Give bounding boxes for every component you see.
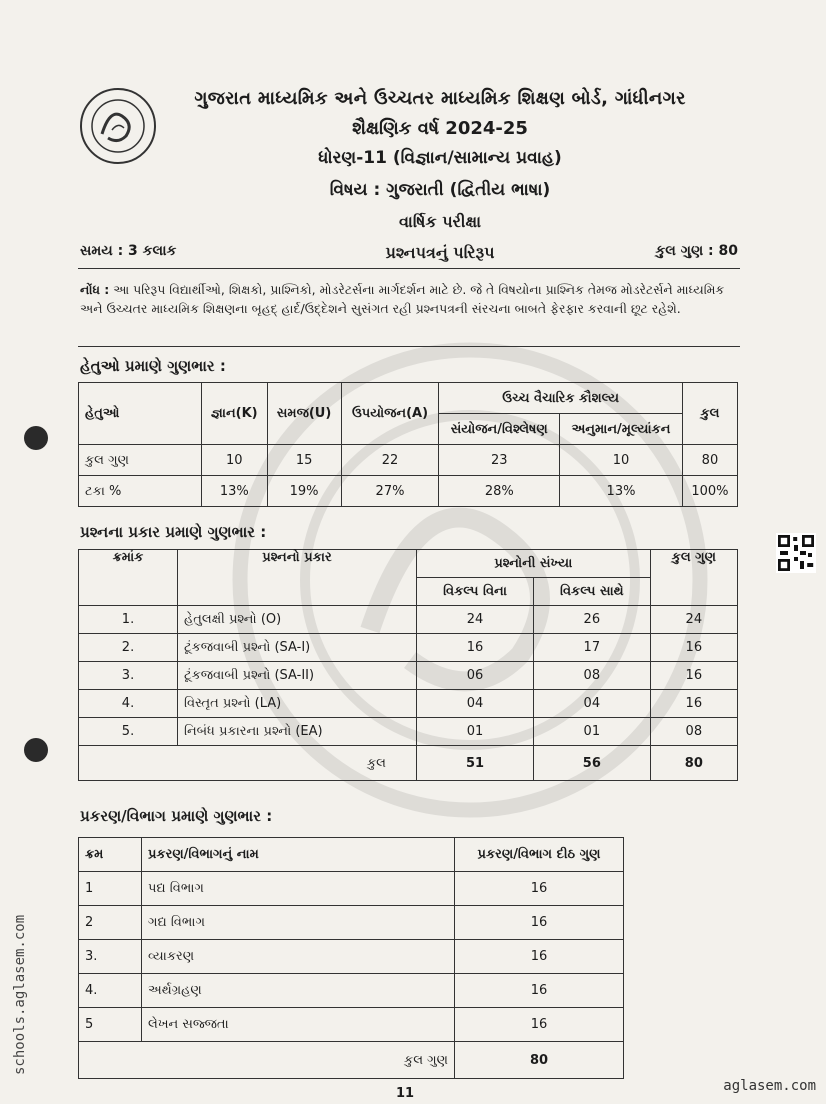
cell: 10	[202, 445, 268, 476]
cell: 2.	[79, 634, 178, 662]
col-hots: ઉચ્ચ વૈચારિક કૌશલ્ય	[439, 383, 682, 414]
cell: 51	[417, 746, 534, 781]
cell: ગદ્ય વિભાગ	[142, 906, 455, 940]
table-row	[79, 906, 624, 940]
divider	[78, 346, 740, 347]
cell: 27%	[341, 476, 439, 507]
cell: 19%	[267, 476, 341, 507]
col-with-choice: વિકલ્પ સાથે	[534, 578, 651, 606]
footer-url: aglasem.com	[723, 1078, 816, 1094]
cell: 4.	[79, 690, 178, 718]
table-total-row	[79, 1042, 624, 1079]
col-question-type: પ્રશ્નનો પ્રકાર	[178, 550, 417, 606]
cell: 24	[417, 606, 534, 634]
standard-heading: ધોરણ-11 (વિજ્ઞાન/સામાન્ય પ્રવાહ)	[318, 148, 562, 168]
col-marks: કુલ ગુણ	[650, 550, 737, 606]
cell: 23	[439, 445, 560, 476]
punch-hole	[24, 738, 48, 762]
total-label: કુલ	[79, 746, 417, 781]
cell: 13%	[202, 476, 268, 507]
row-label: કુલ ગુણ	[79, 445, 202, 476]
cell: 5.	[79, 718, 178, 746]
table-row	[79, 445, 738, 476]
cell: 01	[534, 718, 651, 746]
cell: ટૂંકજવાબી પ્રશ્નો (SA-II)	[178, 662, 417, 690]
side-watermark-url: schools.aglasem.com	[12, 914, 28, 1075]
question-types-section-title: પ્રશ્નના પ્રકાર પ્રમાણે ગુણભાર :	[80, 523, 267, 541]
cell: 1	[79, 872, 142, 906]
cell: 16	[455, 872, 624, 906]
objectives-table	[78, 382, 738, 507]
cell: 24	[650, 606, 737, 634]
table-row	[79, 940, 624, 974]
cell: નિબંધ પ્રકારના પ્રશ્નો (EA)	[178, 718, 417, 746]
table-row	[79, 1008, 624, 1042]
note-label: નોંધ :	[80, 282, 110, 297]
cell: 08	[534, 662, 651, 690]
col-synthesis: સંયોજન/વિશ્લેષણ	[439, 414, 560, 445]
cell: 16	[650, 634, 737, 662]
cell: 28%	[439, 476, 560, 507]
cell: પદ્ય વિભાગ	[142, 872, 455, 906]
cell: 4.	[79, 974, 142, 1008]
col-total: કુલ	[682, 383, 737, 445]
cell: 13%	[560, 476, 683, 507]
cell: 16	[417, 634, 534, 662]
note-text: આ પરિરૂપ વિદ્યાર્થીઓ, શિક્ષકો, પ્રાશ્નિકો, મોડરેટર્સના માર્ગદર્શન માટે છે. જે તે વિષયોના પ્રાશ્નિક તેમજ મોડરેટર્સને માધ્યમિક અને ઉચ્ચતર માધ્યમિક શિક્ષણના બૃહદ્ હાર્દ/ઉદ્દેશને સુસંગત રહી પ્રશ્નપત્રની સંરચના બાબતે ફેરફાર કરવાની છૂટ રહેશે.	[80, 282, 725, 316]
col-knowledge: જ્ઞાન(K)	[202, 383, 268, 445]
exam-heading: વાર્ષિક પરીક્ષા	[398, 212, 482, 231]
cell: 3.	[79, 662, 178, 690]
col-section-name: પ્રકરણ/વિભાગનું નામ	[142, 838, 455, 872]
col-without-choice: વિકલ્પ વિના	[417, 578, 534, 606]
col-evaluation: અનુમાન/મૂલ્યાંકન	[560, 414, 683, 445]
total-label: કુલ ગુણ	[79, 1042, 455, 1079]
cell: 3.	[79, 940, 142, 974]
cell: 16	[455, 906, 624, 940]
divider	[78, 268, 740, 269]
punch-hole	[24, 426, 48, 450]
cell: વિસ્તૃત પ્રશ્નો (LA)	[178, 690, 417, 718]
cell: 56	[534, 746, 651, 781]
cell: 1.	[79, 606, 178, 634]
col-question-count: પ્રશ્નોની સંખ્યા	[417, 550, 651, 578]
qr-code	[776, 533, 816, 573]
blueprint-title: પ્રશ્નપત્રનું પરિરૂપ	[385, 243, 495, 262]
table-row	[79, 606, 738, 634]
cell: 80	[455, 1042, 624, 1079]
cell: 80	[682, 445, 737, 476]
col-serial: ક્રમાંક	[79, 550, 178, 606]
total-marks: કુલ ગુણ : 80	[655, 243, 738, 259]
cell: 17	[534, 634, 651, 662]
cell: લેખન સજ્જતા	[142, 1008, 455, 1042]
cell: 16	[455, 940, 624, 974]
board-logo	[78, 86, 158, 166]
cell: 16	[650, 662, 737, 690]
cell: 16	[650, 690, 737, 718]
cell: 22	[341, 445, 439, 476]
cell: 06	[417, 662, 534, 690]
sections-table	[78, 837, 624, 1079]
table-row	[79, 974, 624, 1008]
cell: 16	[455, 974, 624, 1008]
table-row	[79, 690, 738, 718]
table-total-row	[79, 746, 738, 781]
cell: 01	[417, 718, 534, 746]
exam-duration: સમય : 3 કલાક	[80, 243, 177, 259]
table-row	[79, 476, 738, 507]
cell: અર્થગ્રહણ	[142, 974, 455, 1008]
cell: 10	[560, 445, 683, 476]
cell: 08	[650, 718, 737, 746]
note-paragraph	[80, 280, 740, 318]
board-name: ગુજરાત માધ્યમિક અને ઉચ્ચતર માધ્યમિક શિક્ષણ બોર્ડ, ગાંધીનગર	[194, 88, 686, 109]
cell: 04	[417, 690, 534, 718]
col-application: ઉપયોજન(A)	[341, 383, 439, 445]
sections-section-title: પ્રકરણ/વિભાગ પ્રમાણે ગુણભાર :	[80, 807, 273, 825]
cell: 26	[534, 606, 651, 634]
question-types-table	[78, 549, 738, 781]
cell: 2	[79, 906, 142, 940]
cell: 16	[455, 1008, 624, 1042]
cell: 04	[534, 690, 651, 718]
cell: 80	[650, 746, 737, 781]
table-row	[79, 718, 738, 746]
page-number: 11	[395, 1086, 415, 1101]
cell: હેતુલક્ષી પ્રશ્નો (O)	[178, 606, 417, 634]
cell: 15	[267, 445, 341, 476]
table-row	[79, 872, 624, 906]
col-objective: હેતુઓ	[79, 383, 202, 445]
academic-year: શૈક્ષણિક વર્ષ 2024-25	[352, 118, 528, 139]
table-row	[79, 662, 738, 690]
cell: 100%	[682, 476, 737, 507]
table-row	[79, 634, 738, 662]
row-label: ટકા %	[79, 476, 202, 507]
subject-heading: વિષય : ગુજરાતી (દ્વિતીય ભાષા)	[329, 180, 551, 200]
cell: 5	[79, 1008, 142, 1042]
cell: વ્યાકરણ	[142, 940, 455, 974]
objectives-section-title: હેતુઓ પ્રમાણે ગુણભાર :	[80, 357, 226, 375]
cell: ટૂંકજવાબી પ્રશ્નો (SA-I)	[178, 634, 417, 662]
col-section-marks: પ્રકરણ/વિભાગ દીઠ ગુણ	[455, 838, 624, 872]
col-understanding: સમજ(U)	[267, 383, 341, 445]
col-serial: ક્રમ	[79, 838, 142, 872]
